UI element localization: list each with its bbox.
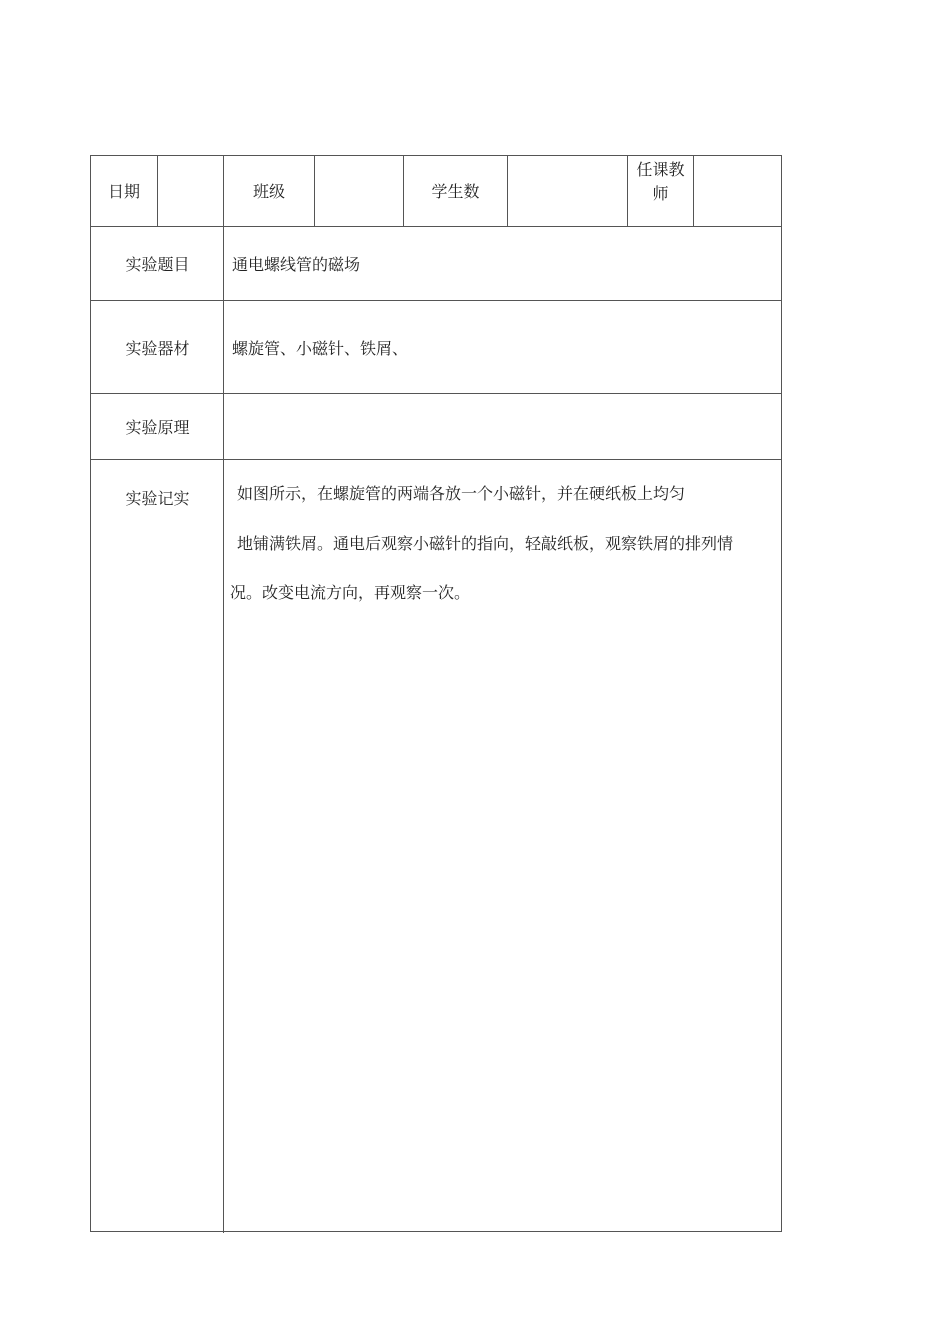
students-label: 学生数	[431, 182, 480, 201]
experiment-principle-label: 实验原理	[125, 418, 190, 437]
row-divider	[91, 393, 781, 394]
record-text-line: 如图所示，在螺旋管的两端各放一个小磁针，并在硬纸板上均匀	[237, 484, 686, 503]
row-divider	[91, 226, 781, 227]
teacher-label-line1: 任课教	[636, 160, 685, 179]
record-text-line: 地铺满铁屑。通电后观察小磁针的指向，轻敲纸板，观察铁屑的排列情	[237, 534, 734, 553]
experiment-title-value: 通电螺线管的磁场	[232, 255, 361, 274]
experiment-record-table	[90, 155, 782, 1232]
row-divider	[91, 300, 781, 301]
column-divider	[507, 156, 508, 226]
record-text-line: 况。改变电流方向，再观察一次。	[230, 583, 471, 602]
column-divider	[693, 156, 694, 226]
label-column-divider	[223, 156, 224, 1233]
experiment-equipment-value: 螺旋管、小磁针、铁屑、	[232, 339, 409, 358]
column-divider	[314, 156, 315, 226]
teacher-label-line2: 师	[652, 184, 669, 203]
date-label: 日期	[107, 182, 140, 201]
row-divider	[91, 459, 781, 460]
column-divider	[157, 156, 158, 226]
class-label: 班级	[252, 182, 285, 201]
experiment-record-label: 实验记实	[125, 489, 190, 508]
experiment-equipment-label: 实验器材	[125, 339, 190, 358]
experiment-title-label: 实验题目	[125, 255, 190, 274]
